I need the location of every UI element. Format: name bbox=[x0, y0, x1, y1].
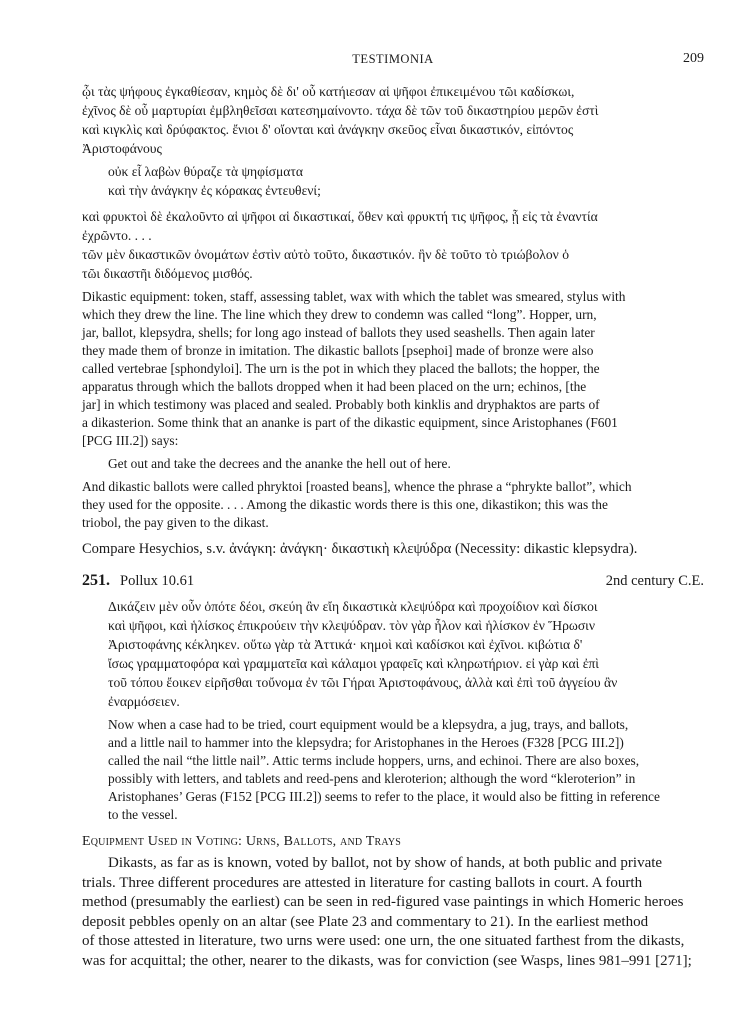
entry-number: 251. bbox=[82, 572, 110, 589]
translation-line: to the vessel. bbox=[108, 807, 178, 822]
greek-line: τοῦ τόπου ἔοικεν εἰρῆσθαι τοὔνομα ἐν τῶι Γήραι Ἀριστοφάνους, ἀλλὰ καὶ ἐπὶ τοῦ ἀγγείου ἂν bbox=[108, 675, 618, 690]
greek-passage-251 bbox=[82, 597, 704, 711]
greek-line: καὶ ψῆφοι, καὶ ἡλίσκος ἐπικρούειν τὴν κλεψύδραν. τὸν γὰρ ἧλον καὶ ἡλίσκον ἐν Ἥρωσιν bbox=[108, 618, 595, 633]
translation-line: possibly with letters, and tablets and reed-pens and kleroterion; although the word “kleroterion” in bbox=[108, 771, 636, 786]
greek-line: ἐναρμόσειεν. bbox=[108, 694, 180, 709]
translation-line: jar, ballot, klepsydra, shells; for long ago instead of ballots they used seashells. Then again later bbox=[82, 325, 595, 340]
page-header bbox=[82, 50, 704, 70]
translation-line: Now when a case had to be tried, court equipment would be a klepsydra, a jug, trays, and ballots, bbox=[108, 717, 629, 732]
greek-line: ἐχρῶντο. . . . bbox=[82, 228, 152, 243]
greek-verse-line: οὐκ εἶ λαβὼν θύραζε τὰ ψηφίσματα bbox=[108, 164, 303, 179]
translation-250 bbox=[82, 288, 704, 559]
translation-line: a dikasterion. Some think that an ananke is part of the dikastic equipment, since Aristophanes (F601 bbox=[82, 415, 618, 430]
translation-line: apparatus through which the ballots dropped when it had been placed on the urn; echinos, [the bbox=[82, 379, 587, 394]
translation-line: and a little nail to hammer into the klepsydra; for Aristophanes in the Heroes (F328 [PCG III.2]) bbox=[108, 735, 624, 750]
body-line: deposit pebbles openly on an altar (see Plate 23 and commentary to 21). In the earliest method bbox=[82, 913, 649, 930]
translation-line: which they drew the line. The line which they drew to condemn was called “long”. Hopper, urn, bbox=[82, 307, 597, 322]
body-line: of those attested in literature, two urns were used: one urn, the one situated farthest from the dikasts, bbox=[82, 933, 685, 949]
entry-251-heading bbox=[82, 571, 704, 593]
body-line: trials. Three different procedures are attested in literature for casting ballots in court. A fourth bbox=[82, 874, 643, 891]
running-head: TESTIMONIA bbox=[352, 52, 434, 66]
translation-line: triobol, the pay given to the dikast. bbox=[82, 515, 269, 530]
body-line: was for acquittal; the other, nearer to the dikasts, was for conviction (see Wasps, lines 981–991 [271]; bbox=[82, 952, 692, 969]
section-heading: Equipment Used in Voting: Urns, Ballots, and Trays bbox=[82, 834, 402, 849]
greek-line: τῶι δικαστῆι διδόμενος μισθός. bbox=[82, 266, 253, 281]
translation-line: they used for the opposite. . . . Among the dikastic words there is this one, dikastikon; this was the bbox=[82, 497, 608, 512]
greek-line: καὶ κιγκλὶς καὶ δρύφακτος. ἔνιοι δ' οἴονται καὶ ἀνάγκην σκεῦος εἶναι δικαστικόν, εἰπόντος bbox=[82, 122, 574, 137]
quoted-verse: Get out and take the decrees and the ananke the hell out of here. bbox=[108, 456, 451, 471]
translation-line: jar] in which testimony was placed and sealed. Probably both kinklis and dryphaktos are parts of bbox=[82, 397, 600, 412]
greek-line: ἐχῖνος δὲ οὗ μαρτυρίαι ἐμβληθεῖσαι κατεσημαίνοντο. τάχα δὲ τῶν τοῦ δικαστηρίου μερῶν ἐστὶ bbox=[82, 103, 599, 118]
greek-line: τῶν μὲν δικαστικῶν ὀνομάτων ἐστὶν αὐτὸ τοῦτο, δικαστικόν. ἣν δὲ τοῦτο τὸ τριώβολον ὁ bbox=[82, 247, 569, 262]
compare-hesychios: Compare Hesychios, s.v. ἀνάγκη: ἀνάγκη· δικαστικὴ κλεψύδρα (Necessity: dikastic klepsydra). bbox=[82, 541, 638, 557]
greek-verse-line: καὶ τὴν ἀνάγκην ἐς κόρακας ἐντευθενί; bbox=[108, 183, 321, 198]
entry-source: Pollux 10.61 bbox=[120, 573, 195, 589]
greek-line: Ἀριστοφάνους bbox=[82, 141, 162, 156]
entry-date: 2nd century C.E. bbox=[605, 573, 704, 589]
greek-line: Ἀριστοφάνης κέκληκεν. οὕτω γὰρ τὰ Ἀττικά· κημοὶ καὶ καδίσκοι καὶ ἐχῖνοι. κιβώτια δ' bbox=[108, 637, 583, 652]
translation-line: And dikastic ballots were called phryktoi [roasted beans], whence the phrase a “phrykte ballot”, which bbox=[82, 479, 632, 494]
greek-line: ᾧι τὰς ψήφους ἐγκαθίεσαν, κημὸς δὲ δι' οὗ κατήιεσαν αἱ ψῆφοι ἐπικειμένου τῶι καδίσκωι, bbox=[82, 84, 575, 99]
body-line: method (presumably the earliest) can be seen in red-figured vase paintings in which Homeric heroes bbox=[82, 894, 684, 910]
translation-line: [PCG III.2]) says: bbox=[82, 433, 179, 448]
translation-line: they made them of bronze in imitation. The dikastic ballots [psephoi] made of bronze were also bbox=[82, 343, 594, 358]
page-content bbox=[82, 82, 704, 971]
section-body bbox=[82, 854, 704, 971]
translation-line: Aristophanes’ Geras (F152 [PCG III.2]) seems to refer to the place, it would also be fitting in reference bbox=[108, 789, 660, 804]
translation-251 bbox=[82, 716, 704, 824]
translation-line: Dikastic equipment: token, staff, assessing tablet, wax with which the tablet was smeared, stylus with bbox=[82, 289, 626, 304]
greek-line: καὶ φρυκτοὶ δὲ ἐκαλοῦντο αἱ ψῆφοι αἱ δικαστικαί, ὅθεν καὶ φρυκτή τις ψῆφος, ᾗ εἰς τὰ ἐναντία bbox=[82, 209, 598, 224]
body-line: Dikasts, as far as is known, voted by ballot, not by show of hands, at both public and private bbox=[108, 855, 663, 871]
greek-line: Δικάζειν μὲν οὖν ὁπότε δέοι, σκεύη ἂν εἴη δικαστικὰ κλεψύδρα καὶ προχοίδιον καὶ δίσκοι bbox=[108, 599, 598, 614]
page-number: 209 bbox=[683, 51, 704, 66]
translation-line: called vertebrae [sphondyloi]. The urn is the pot in which they placed the ballots; the hopper, the bbox=[82, 361, 600, 376]
greek-line: ἴσως γραμματοφόρα καὶ γραμματεῖα καὶ κάλαμοι γραφεῖς καὶ κληρωτήριον. εἰ γὰρ καὶ ἐπὶ bbox=[108, 656, 599, 671]
greek-passage-250 bbox=[82, 82, 704, 283]
translation-line: called the nail “the little nail”. Attic terms include hoppers, urns, and echinoi. There are also boxes, bbox=[108, 753, 640, 768]
